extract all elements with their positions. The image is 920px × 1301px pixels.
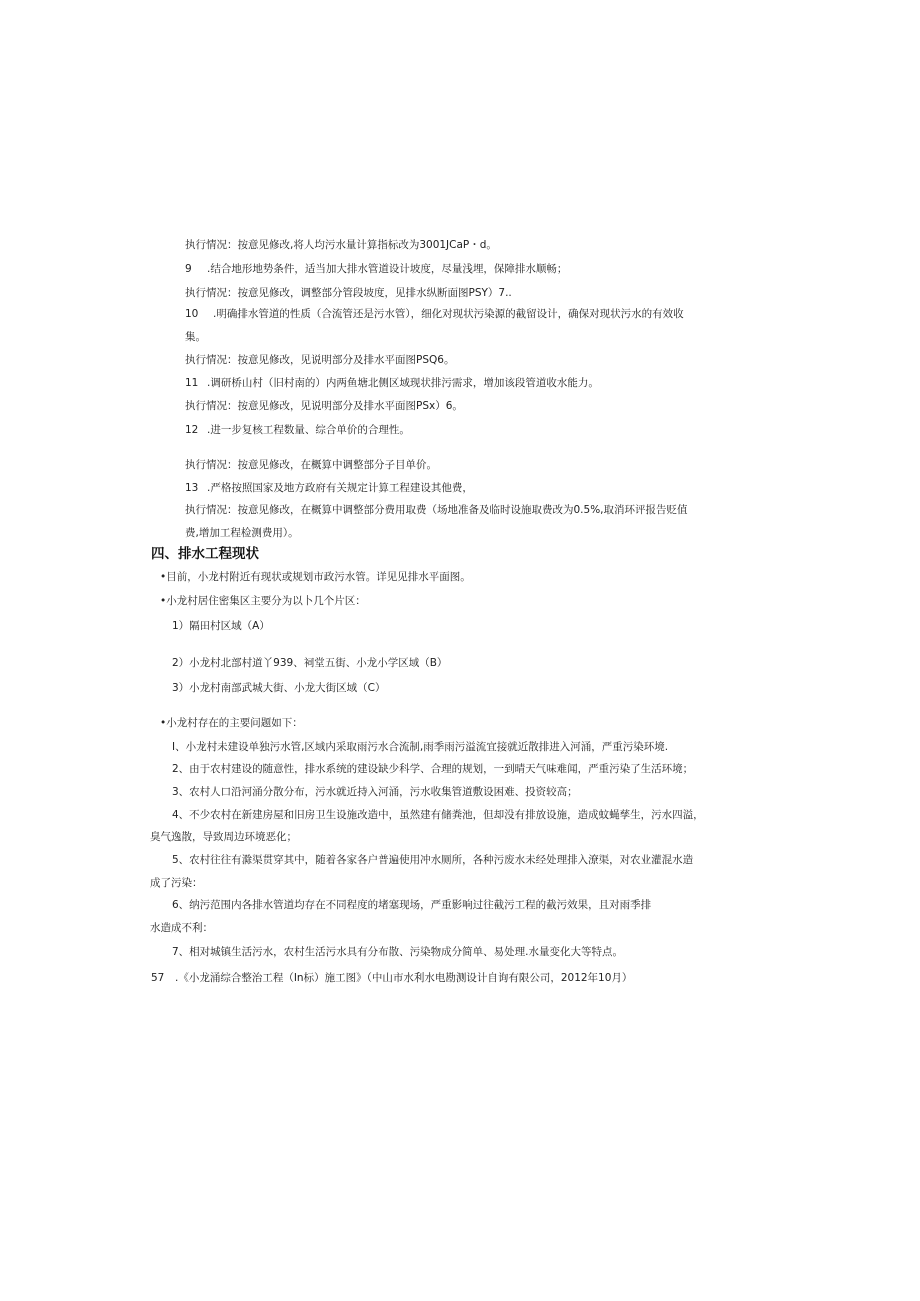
district-item: 1）隔田村区域（A）: [172, 620, 270, 632]
opinion-item: 13 .严格按照国家及地方政府有关规定计算工程建设其他费，: [185, 482, 473, 494]
execution-note: 执行情况：按意见修改，调整部分管段坡度，见排水纵断面图PSY）7..: [185, 287, 512, 299]
opinion-item: 10 .明确排水管道的性质（合流管还是污水管），细化对现状污染源的截留设计，确保对现状污水的有效收: [185, 308, 684, 320]
item-number: 13: [185, 482, 199, 494]
item-number: 10: [185, 308, 199, 320]
problem-item: I、小龙村未建设单独污水管,区域内采取雨污水合流制,雨季雨污溢流宜接就近散排进入河涌，严重污染环境.: [172, 741, 669, 753]
opinion-item: 9 .结合地形地势条件，适当加大排水管道设计坡度，尽量浅埋，保障排水顺畅；: [185, 263, 568, 275]
problem-item: 7、相对城镇生活污水，农村生活污水具有分布散、污染物成分简单、易处理.水量变化大等特点。: [172, 946, 624, 958]
item-number: 9: [185, 263, 192, 275]
problem-item: 2、由于农村建设的随意性，排水系统的建设缺少科学、合理的规划，一到晴天气味难闻，严重污染了生活环境；: [172, 763, 694, 775]
problem-item-continuation: 成了污染：: [150, 877, 203, 889]
opinion-item: 11 .调研桥山村（旧村南的）内两鱼塘北侧区域现状排污需求，增加该段管道收水能力。: [185, 377, 599, 389]
reference-item: 57 .《小龙涌综合整治工程（In标）施工图》（中山市水利水电勘测设计自询有限公司，2012年10月）: [151, 972, 633, 984]
execution-note: 执行情况：按意见修改，在概算中调整部分费用取费（场地准备及临时设施取费改为0.5%,取消环评报告贬值: [185, 504, 688, 516]
execution-note: 执行情况：按意见修改，见说明部分及排水平面图PSQ6。: [185, 354, 455, 366]
bullet-paragraph: •小龙村存在的主要问题如下：: [160, 717, 303, 729]
opinion-item: 12 .进一步复核工程数量、综合单价的合理性。: [185, 424, 410, 436]
problem-item: 6、纳污范围内各排水管道均存在不同程度的堵塞现场，严重影响过往截污工程的截污效果，且对雨季排: [172, 899, 652, 911]
execution-note: 执行情况：按意见修改,将人均污水量计算指标改为3001JCaP・d。: [185, 239, 497, 251]
bullet-paragraph: •小龙村居住密集区主要分为以卜几个片区：: [160, 595, 366, 607]
section-heading: 四、排水工程现状: [151, 546, 259, 562]
bullet-paragraph: •目前，小龙村附近有现状或规划市政污水管。详见见排水平面图。: [160, 571, 471, 583]
execution-note-continuation: 费,增加工程检测费用）。: [185, 527, 299, 539]
problem-item-continuation: 臭气逸散，导致周边环境恶化；: [150, 831, 297, 843]
problem-item-continuation: 水造成不利：: [150, 922, 213, 934]
item-number: 12: [185, 424, 199, 436]
district-item: 2）小龙村北部村道丫939、祠堂五街、小龙小学区域（B）: [172, 657, 448, 669]
reference-number: 57: [151, 972, 165, 984]
opinion-item-continuation: 集。: [185, 331, 206, 343]
district-item: 3）小龙村南部武城大街、小龙大街区域（C）: [172, 682, 386, 694]
problem-item: 3、农村人口沿河涌分散分布，污水就近持入河涌，污水收集管道敷设困难、投资较高；: [172, 786, 578, 798]
problem-item: 5、农村往往有滁渠贯穿其中，随着各家各户普遍使用冲水厕所，各种污废水未经处理排入潦渠，对农业灌混水造: [172, 854, 694, 866]
execution-note: 执行情况：按意见修改，见说明部分及排水平面图PSx）6。: [185, 400, 463, 412]
problem-item: 4、不少农村在新建房屋和旧房卫生设施改造中，虽然建有储粪池，但却没有排放设施，造成蚊蝇孳生，污水四溢，: [172, 809, 704, 821]
execution-note: 执行情况：按意见修改，在概算中调整部分子目单价。: [185, 459, 437, 471]
item-number: 11: [185, 377, 199, 389]
